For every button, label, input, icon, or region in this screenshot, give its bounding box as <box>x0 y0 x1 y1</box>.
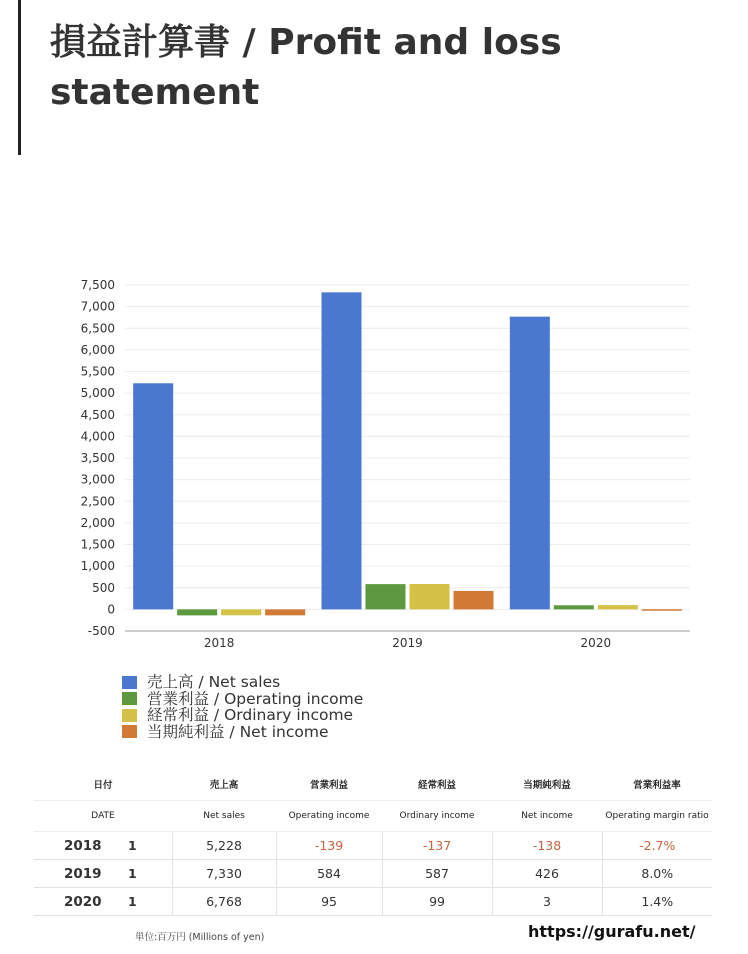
financial-table-container <box>34 768 712 916</box>
chart-legend <box>122 674 363 740</box>
header-operating-en: Operating income <box>276 801 382 832</box>
x-tick-label: 2019 <box>392 636 423 650</box>
cell-ordinary: -137 <box>382 832 492 860</box>
y-tick-label: 7,500 <box>80 278 115 292</box>
cell-day: 1 <box>114 860 172 888</box>
bar-2019-series-2 <box>410 584 450 609</box>
y-tick-label: 500 <box>92 580 115 595</box>
bar-chart <box>0 270 748 670</box>
bar-2019-series-3 <box>454 591 494 609</box>
cell-ordinary: 99 <box>382 888 492 916</box>
cell-net-income: 3 <box>492 888 602 916</box>
y-tick-label: 2,000 <box>80 515 115 530</box>
y-tick-label: 6,500 <box>80 321 115 336</box>
legend-swatch-ordinary-income <box>122 709 137 722</box>
header-net-income-jp: 当期純利益 <box>492 768 602 801</box>
bar-2020-series-3 <box>642 609 682 611</box>
cell-net-income: 426 <box>492 860 602 888</box>
legend-label-operating-income: 営業利益 / Operating income <box>147 689 364 708</box>
bar-2020-series-0 <box>510 317 550 610</box>
cell-year: 2018 <box>34 832 114 860</box>
y-tick-label: 3,000 <box>80 472 115 487</box>
legend-swatch-net-sales <box>122 676 137 689</box>
header-operating-jp: 営業利益 <box>276 768 382 801</box>
legend-label-net-income: 当期純利益 / Net income <box>147 722 329 741</box>
table-row <box>34 860 712 888</box>
y-tick-label: -500 <box>87 624 115 638</box>
y-tick-label: 2,500 <box>80 494 115 509</box>
x-tick-label: 2020 <box>580 636 612 650</box>
legend-label-ordinary-income: 経常利益 / Ordinary income <box>147 706 354 725</box>
cell-margin: -2.7% <box>602 832 712 860</box>
table-header-row-en <box>34 801 712 832</box>
y-tick-label: 3,500 <box>80 451 115 465</box>
y-tick-label: 4,000 <box>80 429 115 444</box>
y-tick-label: 0 <box>107 602 115 617</box>
header-margin-en: Operating margin ratio <box>602 801 712 832</box>
legend-item-net-sales <box>122 674 363 691</box>
header-margin-jp: 営業利益率 <box>602 768 712 801</box>
y-tick-label: 1,000 <box>80 559 115 574</box>
header-date-jp: 日付 <box>34 768 172 801</box>
bar-2018-series-0 <box>133 383 173 609</box>
cell-day: 1 <box>114 888 172 916</box>
table-header-row-jp <box>34 768 712 801</box>
cell-year: 2020 <box>34 888 114 916</box>
y-tick-label: 4,500 <box>80 407 115 422</box>
y-tick-label: 6,000 <box>80 342 115 357</box>
cell-day: 1 <box>114 832 172 860</box>
cell-year: 2019 <box>34 860 114 888</box>
cell-net-sales: 7,330 <box>172 860 276 888</box>
cell-operating: 584 <box>276 860 382 888</box>
bar-2019-series-0 <box>322 292 362 609</box>
unit-note: 単位:百万円 (Millions of yen) <box>135 932 265 943</box>
cell-net-sales: 5,228 <box>172 832 276 860</box>
header-date-en: DATE <box>34 801 172 832</box>
source-url: https://gurafu.net/ <box>528 922 696 941</box>
cell-net-sales: 6,768 <box>172 888 276 916</box>
bar-2019-series-1 <box>366 584 406 609</box>
cell-margin: 8.0% <box>602 860 712 888</box>
financial-table <box>34 768 712 916</box>
y-tick-label: 5,500 <box>80 364 115 379</box>
title-accent-bar <box>18 0 21 155</box>
legend-label-net-sales: 売上高 / Net sales <box>147 673 281 692</box>
x-tick-label: 2018 <box>203 636 235 650</box>
bar-2018-series-2 <box>221 609 261 615</box>
header-net-sales-en: Net sales <box>172 801 276 832</box>
header-ordinary-en: Ordinary income <box>382 801 492 832</box>
y-tick-label: 5,000 <box>80 386 115 401</box>
y-tick-label: 1,500 <box>80 537 115 552</box>
bar-2018-series-3 <box>265 609 305 615</box>
legend-item-operating-income <box>122 691 363 708</box>
bar-2018-series-1 <box>177 609 217 615</box>
cell-net-income: -138 <box>492 832 602 860</box>
cell-ordinary: 587 <box>382 860 492 888</box>
cell-operating: -139 <box>276 832 382 860</box>
cell-margin: 1.4% <box>602 888 712 916</box>
table-row <box>34 888 712 916</box>
header-net-sales-jp: 売上高 <box>172 768 276 801</box>
legend-item-net-income <box>122 724 363 741</box>
cell-operating: 95 <box>276 888 382 916</box>
page-title: 損益計算書 / Profit and loss statement <box>50 22 562 113</box>
legend-swatch-net-income <box>122 725 137 738</box>
header-net-income-en: Net income <box>492 801 602 832</box>
legend-swatch-operating-income <box>122 692 137 705</box>
y-tick-label: 7,000 <box>80 299 115 314</box>
table-row <box>34 832 712 860</box>
legend-item-ordinary-income <box>122 707 363 724</box>
header-ordinary-jp: 経常利益 <box>382 768 492 801</box>
bar-2020-series-1 <box>554 605 594 609</box>
bar-2020-series-2 <box>598 605 638 609</box>
